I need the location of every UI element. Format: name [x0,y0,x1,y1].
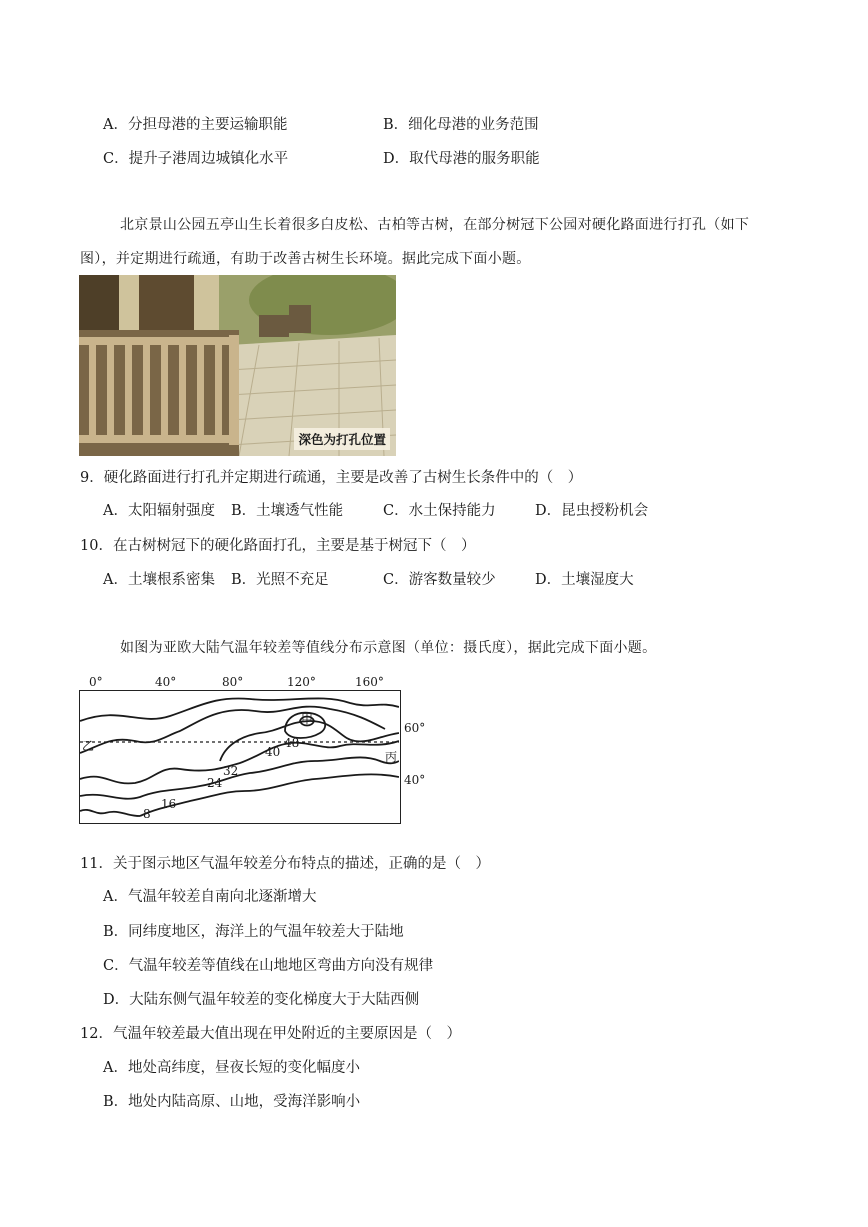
q11-option-d: D．大陆东侧气温年较差的变化梯度大于大陆西侧 [103,992,420,1008]
tree-pavement-photo [79,275,396,456]
lon-label-80: 80° [222,675,244,689]
q9-option-a: A．太阳辐射强度 [103,503,215,519]
q11-option-c: C．气温年较差等值线在山地地区弯曲方向没有规律 [103,958,434,974]
q10-option-b: B．光照不充足 [231,572,329,588]
isoline-map [79,690,401,824]
contour-label-32: 32 [223,764,239,778]
lon-label-40: 40° [155,675,177,689]
contour-label-48: 48 [284,736,300,750]
q9-option-c: C．水土保持能力 [383,503,496,519]
q9-option-d: D．昆虫授粉机会 [535,503,649,519]
contour-label-40: 40 [265,745,281,759]
lon-label-120: 120° [287,675,316,689]
q10-option-a: A．土壤根系密集 [103,572,215,588]
q12-stem: 12．气温年较差最大值出现在甲处附近的主要原因是（ ） [80,1026,461,1042]
q8-option-c: C．提升子港周边城镇化水平 [103,151,289,167]
point-label-yi: 乙 [82,739,95,753]
point-label-jia: 甲 [301,712,314,726]
q8-option-d: D．取代母港的服务职能 [383,151,540,167]
q10-option-d: D．土壤湿度大 [535,572,634,588]
q10-option-c: C．游客数量较少 [383,572,496,588]
q11-option-a: A．气温年较差自南向北逐渐增大 [103,889,317,905]
lat-label-60: 60° [404,721,426,735]
isoline-drawing [80,691,399,822]
q9-stem: 9．硬化路面进行打孔并定期进行疏通，主要是改善了古树生长条件中的（ ） [80,470,583,486]
lat-label-40: 40° [404,773,426,787]
passage2: 如图为亚欧大陆气温年较差等值线分布示意图（单位：摄氏度），据此完成下面小题。 [120,640,657,656]
photo-caption: 深色为打孔位置 [294,428,390,450]
contour-label-16: 16 [161,797,177,811]
passage1-line2: 图），并定期进行疏通，有助于改善古树生长环境。据此完成下面小题。 [80,251,531,267]
lon-label-0: 0° [89,675,103,689]
contour-label-24: 24 [207,776,223,790]
contour-label-8: 8 [143,807,151,821]
q12-option-a: A．地处高纬度，昼夜长短的变化幅度小 [103,1060,360,1076]
q10-stem: 10．在古树树冠下的硬化路面打孔，主要是基于树冠下（ ） [80,538,476,554]
q11-option-b: B．同纬度地区，海洋上的气温年较差大于陆地 [103,924,404,940]
q9-option-b: B．土壤透气性能 [231,503,344,519]
point-label-bing: 丙 [385,750,398,764]
q12-option-b: B．地处内陆高原、山地，受海洋影响小 [103,1094,361,1110]
passage1-line1: 北京景山公园五亭山生长着很多白皮松、古柏等古树，在部分树冠下公园对硬化路面进行打孔（如下 [120,217,750,233]
q8-option-b: B．细化母港的业务范围 [383,117,539,133]
lon-label-160: 160° [355,675,384,689]
q11-stem: 11．关于图示地区气温年较差分布特点的描述，正确的是（ ） [80,856,490,872]
q8-option-a: A．分担母港的主要运输职能 [103,117,288,133]
